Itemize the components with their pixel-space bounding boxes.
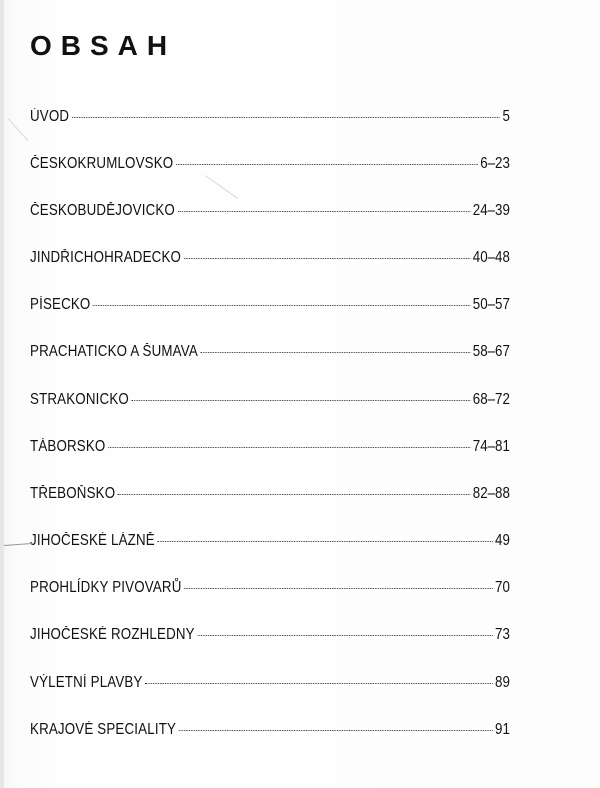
toc-entry-jihoceske-rozhledny	[30, 626, 510, 656]
toc-entry-label: ČESKOBUDĚJOVICKO	[30, 202, 175, 219]
dot-leader	[178, 211, 471, 212]
dot-leader	[176, 164, 478, 165]
dot-leader	[132, 400, 471, 401]
toc-entry-page: 68–72	[472, 391, 510, 408]
page-edge	[0, 0, 4, 788]
dot-leader	[197, 635, 492, 636]
toc-entry-label: JINDŘICHOHRADECKO	[30, 249, 182, 266]
toc-entry-label: TÁBORSKO	[30, 438, 106, 455]
toc-entry-prachaticko-a-sumava	[30, 343, 510, 373]
toc-entry-page: 6–23	[480, 155, 510, 172]
toc-entry-page: 24–39	[472, 202, 510, 219]
toc-entry-label: KRAJOVÉ SPECIALITY	[30, 721, 177, 738]
toc-entry-pisecko	[30, 296, 510, 326]
toc-entry-label: TŘEBOŇSKO	[30, 485, 116, 502]
toc-entry-label: VÝLETNÍ PLAVBY	[30, 674, 143, 691]
dot-leader	[72, 117, 500, 118]
toc-entry-page: 74–81	[472, 438, 510, 455]
toc-entry-jihoceske-lazne	[30, 532, 510, 562]
dot-leader	[93, 305, 470, 306]
dot-leader	[118, 494, 470, 495]
toc-entry-ceskokrumlovsko	[30, 155, 510, 185]
dot-leader	[108, 447, 470, 448]
dot-leader	[145, 683, 492, 684]
toc-entry-label: ÚVOD	[30, 108, 70, 125]
dot-leader	[184, 258, 471, 259]
toc-entry-krajove-speciality	[30, 721, 510, 751]
page-title: OBSAH	[30, 30, 177, 61]
toc-entry-label: JIHOČESKÉ LÁZNĚ	[30, 532, 155, 549]
toc-entry-label: PÍSECKO	[30, 296, 91, 313]
toc-entry-label: JIHOČESKÉ ROZHLEDNY	[30, 626, 195, 643]
toc-entry-page: 5	[502, 108, 510, 125]
dot-leader	[179, 730, 493, 731]
toc-entry-prohlidky-pivovaru	[30, 579, 510, 609]
toc-entry-page: 50–57	[472, 296, 510, 313]
toc-entry-taborsko	[30, 438, 510, 468]
toc-entry-page: 82–88	[472, 485, 510, 502]
toc-entry-ceskobudejovicko	[30, 202, 510, 232]
toc-entry-label: PROHLÍDKY PIVOVARŮ	[30, 579, 182, 596]
toc-entry-page: 49	[495, 532, 510, 549]
toc-entry-trebonsko	[30, 485, 510, 515]
toc-entry-vyletni-plavby	[30, 674, 510, 704]
toc-entry-jindrichohradecko	[30, 249, 510, 279]
toc-entry-strakonicko	[30, 391, 510, 421]
toc-entry-label: STRAKONICKO	[30, 391, 129, 408]
toc-entry-page: 40–48	[472, 249, 510, 266]
toc-entry-page: 73	[495, 626, 510, 643]
toc-entry-label: PRACHATICKO A ŠUMAVA	[30, 343, 198, 360]
dot-leader	[200, 352, 470, 353]
dot-leader	[157, 541, 492, 542]
toc-entry-page: 58–67	[472, 343, 510, 360]
dot-leader	[184, 588, 492, 589]
toc-entry-page: 89	[495, 674, 510, 691]
paper-scratch	[4, 543, 32, 546]
paper-scratch	[8, 118, 29, 141]
toc-entry-label: ČESKOKRUMLOVSKO	[30, 155, 174, 172]
toc-entry-page: 91	[495, 721, 510, 738]
toc-entry-page: 70	[495, 579, 510, 596]
toc-entry-uvod	[30, 108, 510, 138]
